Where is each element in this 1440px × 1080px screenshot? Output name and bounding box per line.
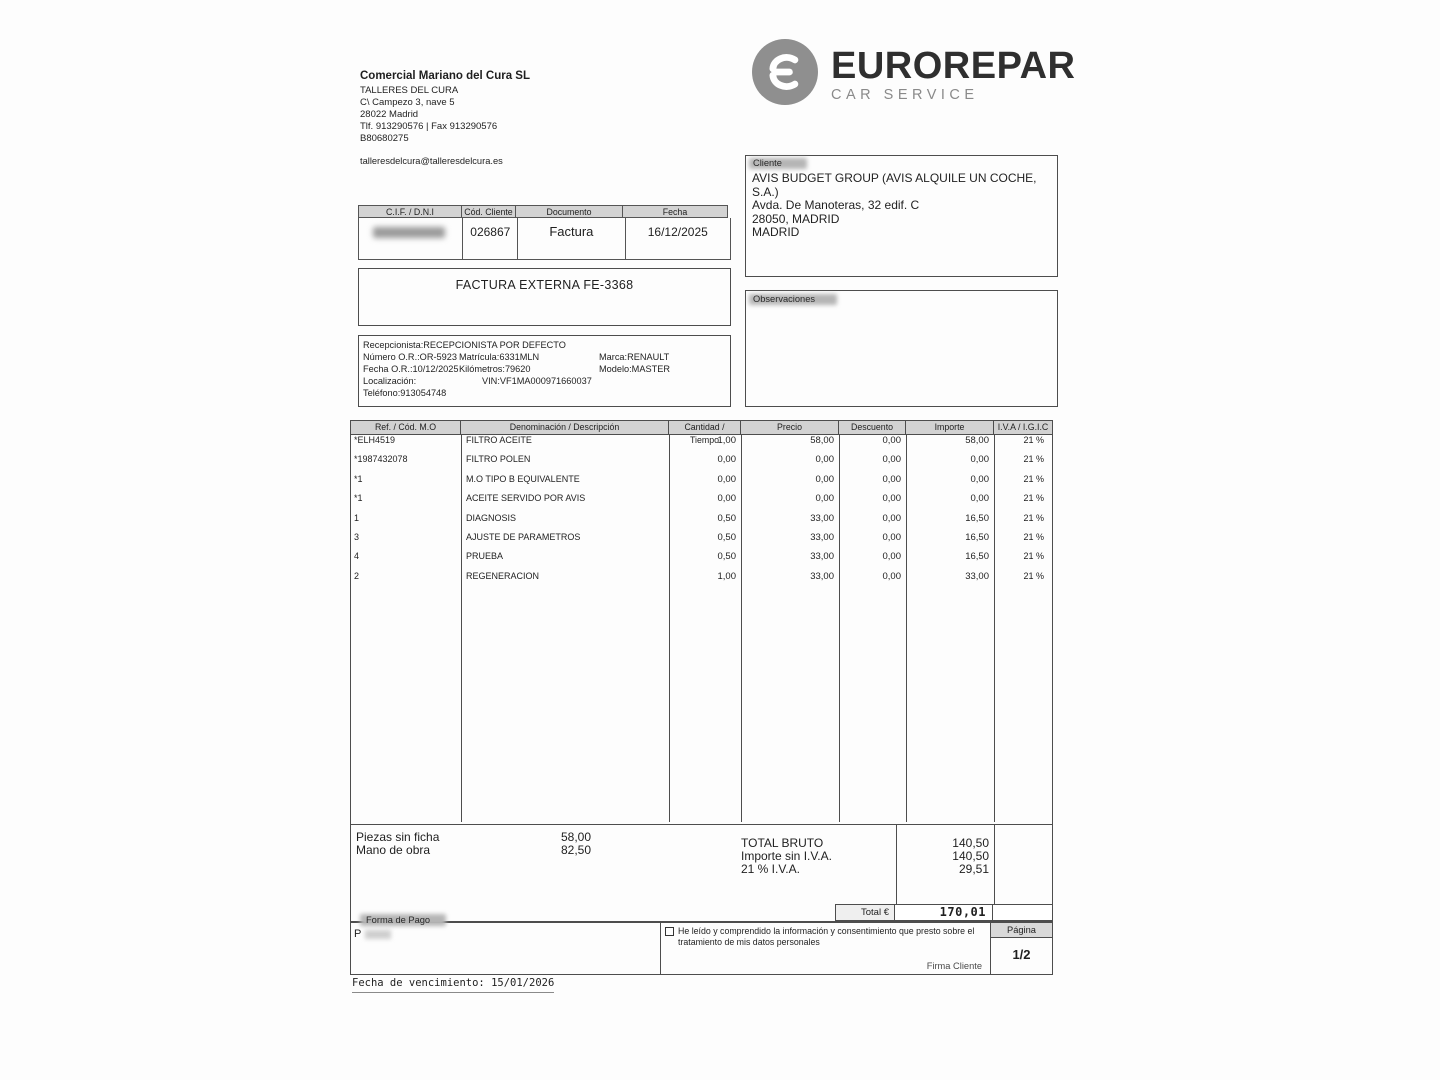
items-table	[350, 420, 1053, 825]
item-ref: 1	[354, 512, 360, 523]
fecha-value: 16/12/2025	[625, 218, 730, 259]
company-name: Comercial Mariano del Cura SL	[360, 70, 530, 82]
total-empty-cell	[993, 905, 1052, 920]
item-amount: 33,00	[965, 570, 989, 582]
item-ref: 4	[354, 551, 360, 562]
totals-divider	[994, 825, 995, 905]
payment-box	[351, 923, 661, 974]
consent-box	[661, 923, 991, 974]
payment-label: Forma de Pago	[366, 915, 431, 925]
item-discount: 0,00	[882, 551, 901, 563]
col-header-iva: I.V.A / I.G.I.C	[994, 421, 1052, 435]
reception-box	[358, 335, 731, 407]
doc-info-header-documento: Documento	[515, 205, 623, 218]
item-qty: 1,00	[717, 570, 736, 582]
item-discount: 0,00	[882, 570, 901, 582]
reception-numero-or: Número O.R.:OR-5923	[363, 352, 457, 362]
item-row	[351, 551, 1052, 570]
item-vat: 21 %	[1023, 493, 1044, 504]
consent-checkbox	[665, 927, 674, 936]
page-box	[991, 923, 1052, 974]
client-postal-city: 28050, MADRID	[752, 211, 840, 226]
item-row	[351, 474, 1052, 493]
client-box	[745, 155, 1058, 277]
item-row	[351, 513, 1052, 532]
col-header-cantidad: Cantidad / Tiempo	[669, 421, 741, 435]
column-divider	[741, 435, 742, 822]
item-qty: 0,50	[717, 512, 736, 524]
item-qty: 1,00	[717, 435, 736, 446]
item-amount: 16,50	[965, 512, 989, 524]
col-header-importe: Importe	[906, 421, 994, 435]
item-desc: AJUSTE DE PARAMETROS	[466, 531, 581, 542]
item-qty: 0,00	[717, 454, 736, 466]
item-price: 33,00	[810, 531, 834, 543]
invoice-title: FACTURA EXTERNA FE-3368	[455, 278, 634, 292]
mano-obra-value: 82,50	[560, 843, 591, 857]
item-discount: 0,00	[882, 454, 901, 466]
item-row	[351, 571, 1052, 590]
item-amount: 0,00	[970, 493, 989, 505]
item-vat: 21 %	[1023, 512, 1044, 523]
piezas-label: Piezas sin ficha	[356, 830, 440, 844]
items-table-body	[351, 435, 1052, 822]
doc-info-header-fecha: Fecha	[622, 205, 728, 218]
footer-row	[350, 922, 1053, 975]
item-amount: 16,50	[965, 531, 989, 543]
payment-redacted	[365, 930, 391, 939]
iva-label: 21 % I.V.A.	[741, 862, 800, 876]
item-ref: 2	[354, 570, 360, 581]
payment-value: P	[354, 928, 362, 940]
company-email: talleresdelcura@talleresdelcura.es	[360, 156, 503, 166]
item-vat: 21 %	[1023, 454, 1044, 465]
due-date: Fecha de vencimiento: 15/01/2026	[352, 977, 554, 993]
reception-marca: Marca:RENAULT	[599, 352, 670, 362]
client-label: Cliente	[753, 158, 782, 168]
item-row	[351, 532, 1052, 551]
item-discount: 0,00	[882, 531, 901, 543]
client-address: Avda. De Manoteras, 32 edif. C	[752, 198, 920, 212]
reception-localizacion: Localización:	[363, 376, 417, 386]
reception-matricula: Matrícula:6331MLN	[459, 352, 540, 362]
observations-box	[745, 290, 1058, 407]
item-discount: 0,00	[882, 435, 901, 446]
item-price: 0,00	[815, 473, 834, 485]
item-desc: DIAGNOSIS	[466, 512, 517, 523]
item-desc: FILTRO POLEN	[466, 454, 531, 465]
eurorepar-logo-icon	[752, 39, 818, 110]
column-divider	[669, 435, 670, 822]
signature-label: Firma Cliente	[926, 961, 982, 971]
client-province: MADRID	[752, 225, 800, 239]
reception-fecha-or: Fecha O.R.:10/12/2025	[363, 364, 459, 374]
item-vat: 21 %	[1023, 551, 1044, 562]
item-amount: 58,00	[965, 435, 989, 446]
item-ref: 3	[354, 531, 360, 542]
item-price: 33,00	[810, 570, 834, 582]
item-desc: M.O TIPO B EQUIVALENTE	[466, 473, 580, 484]
total-bruto-label: TOTAL BRUTO	[741, 836, 824, 850]
item-ref: *1	[354, 473, 363, 484]
column-divider	[906, 435, 907, 822]
item-amount: 0,00	[970, 473, 989, 485]
item-row	[351, 454, 1052, 473]
brand-name: EUROREPAR	[831, 44, 1076, 87]
item-ref: *1	[354, 493, 363, 504]
totals-box	[350, 825, 1053, 922]
company-block	[360, 70, 530, 145]
doc-info-header-cod-cliente: Cód. Cliente	[461, 205, 516, 218]
total-bruto-value: 140,50	[952, 836, 989, 850]
redacted-cif	[373, 227, 445, 238]
item-row	[351, 435, 1052, 454]
cif-cell	[359, 218, 462, 259]
company-dept: TALLERES DEL CURA	[360, 85, 459, 96]
item-discount: 0,00	[882, 473, 901, 485]
brand-logo	[752, 39, 1076, 110]
item-desc: REGENERACION	[466, 570, 540, 581]
item-discount: 0,00	[882, 493, 901, 505]
reception-telefono: Teléfono:913054748	[363, 388, 447, 398]
item-price: 33,00	[810, 551, 834, 563]
col-header-ref: Ref. / Cód. M.O	[351, 421, 461, 435]
company-street: C\ Campezo 3, nave 5	[360, 97, 455, 108]
item-ref: *1987432078	[354, 454, 408, 465]
cod-cliente-value: 026867	[462, 218, 517, 259]
company-city: 28022 Madrid	[360, 109, 419, 120]
sin-iva-label: Importe sin I.V.A.	[741, 849, 832, 863]
reception-vin: VIN:VF1MA000971660037	[482, 376, 592, 386]
total-row	[835, 904, 1053, 921]
piezas-value: 58,00	[560, 830, 591, 844]
item-qty: 0,50	[717, 531, 736, 543]
item-vat: 21 %	[1023, 570, 1044, 581]
consent-text: He leído y comprendido la información y consentimiento que presto sobre el tratamiento de mis datos personales	[678, 926, 975, 947]
item-qty: 0,00	[717, 473, 736, 485]
doc-info-header-cif: C.I.F. / D.N.I	[358, 205, 462, 218]
item-row	[351, 493, 1052, 512]
item-vat: 21 %	[1023, 435, 1044, 445]
item-qty: 0,00	[717, 493, 736, 505]
item-amount: 0,00	[970, 454, 989, 466]
item-desc: ACEITE SERVIDO POR AVIS	[466, 493, 586, 504]
page-value: 1/2	[1012, 947, 1031, 962]
company-tax-id: B80680275	[360, 133, 409, 144]
item-discount: 0,00	[882, 512, 901, 524]
item-vat: 21 %	[1023, 531, 1044, 542]
client-name: AVIS BUDGET GROUP (AVIS ALQUILE UN COCHE, S.A.)	[752, 171, 1037, 199]
column-divider	[994, 435, 995, 822]
col-header-descripcion: Denominación / Descripción	[461, 421, 669, 435]
doc-info-table	[358, 205, 731, 260]
column-divider	[839, 435, 840, 822]
item-desc: FILTRO ACEITE	[466, 435, 532, 445]
column-divider	[461, 435, 462, 822]
company-phone: Tlf. 913290576 | Fax 913290576	[360, 121, 498, 132]
mano-obra-label: Mano de obra	[356, 843, 431, 857]
reception-kilometros: Kilómetros:79620	[459, 364, 531, 374]
item-price: 0,00	[815, 454, 834, 466]
page-label: Página	[991, 923, 1052, 938]
observations-label: Observaciones	[753, 294, 816, 304]
item-ref: *ELH4519	[354, 435, 396, 445]
item-price: 33,00	[810, 512, 834, 524]
item-price: 0,00	[815, 493, 834, 505]
brand-tagline: CAR SERVICE	[831, 86, 979, 103]
col-header-descuento: Descuento	[839, 421, 906, 435]
item-qty: 0,50	[717, 551, 736, 563]
col-header-precio: Precio	[741, 421, 839, 435]
sin-iva-value: 140,50	[952, 849, 989, 863]
reception-recepcionista: Recepcionista:RECEPCIONISTA POR DEFECTO	[363, 340, 566, 350]
item-vat: 21 %	[1023, 473, 1044, 484]
item-amount: 16,50	[965, 551, 989, 563]
documento-value: Factura	[517, 218, 624, 259]
total-value: 170,01	[894, 905, 993, 920]
total-label: Total €	[836, 905, 894, 920]
invoice-title-box	[358, 268, 731, 326]
item-price: 58,00	[810, 435, 834, 446]
iva-value: 29,51	[958, 862, 989, 876]
reception-modelo: Modelo:MASTER	[599, 364, 670, 374]
item-desc: PRUEBA	[466, 551, 504, 562]
